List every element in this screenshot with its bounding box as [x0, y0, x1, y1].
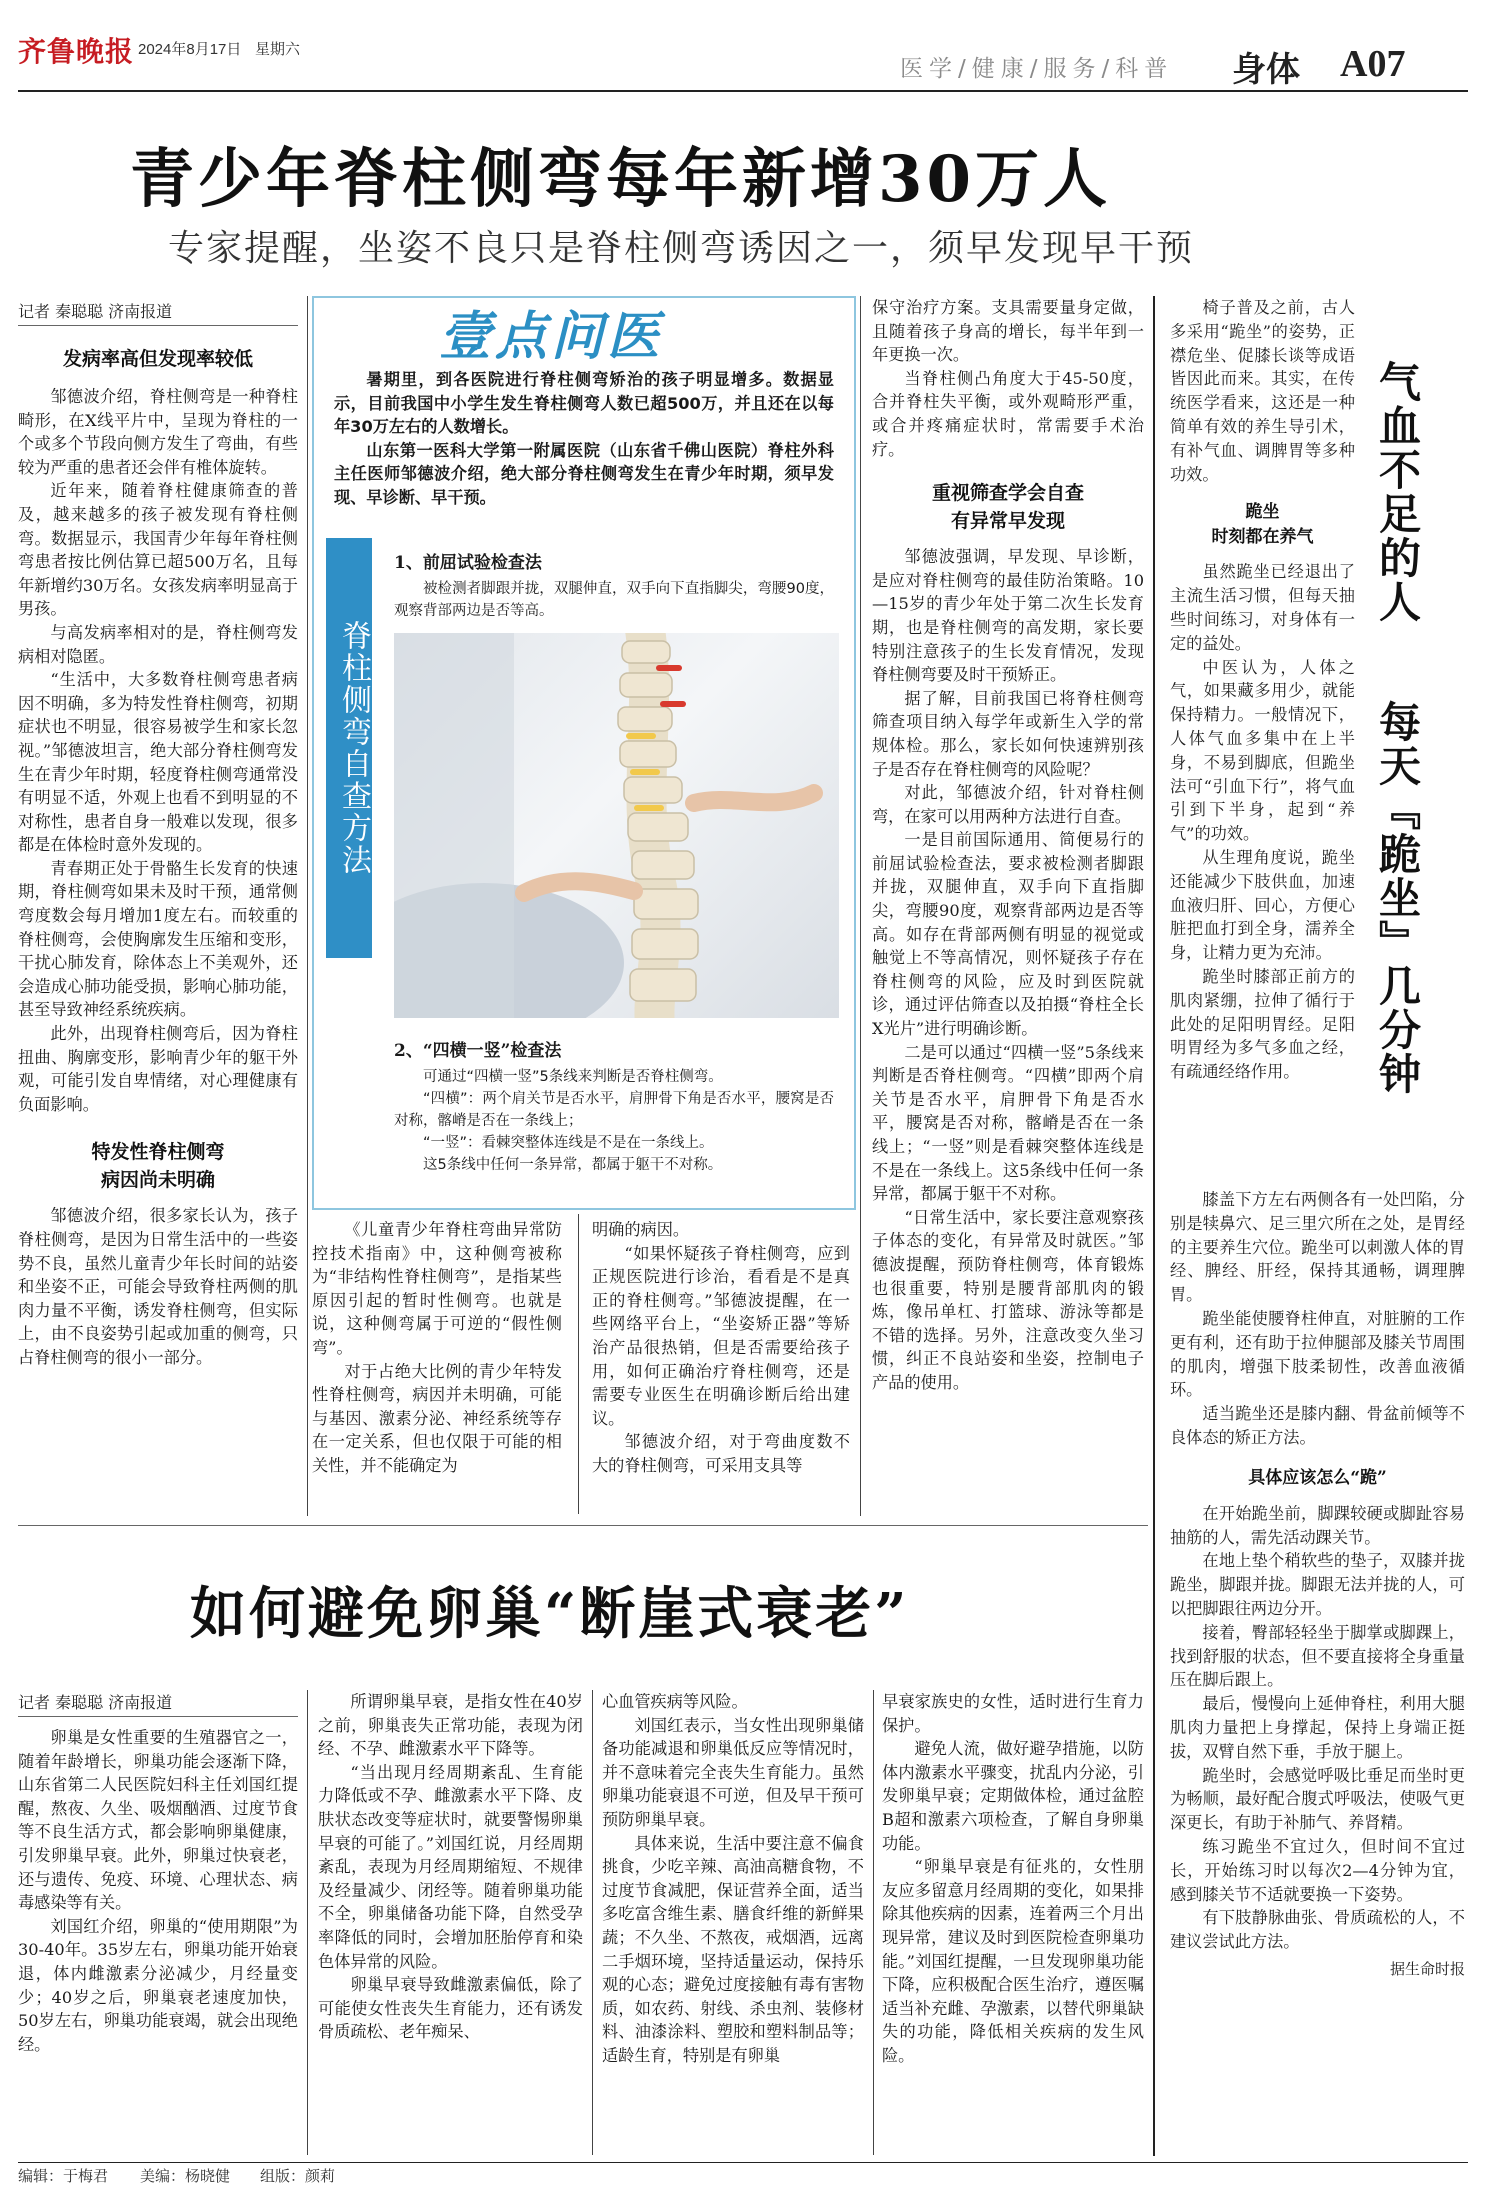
method2-text	[394, 1066, 834, 1176]
paragraph: 明确的病因。	[592, 1220, 690, 1239]
paragraph: 椅子普及之前，古人多采用“跪坐”的姿势，正襟危坐、促膝长谈等成语皆因此而来。其实，在传统医学看来，这还是一种简单有效的养生导引术，有补气血、调脾胃等多种功效。	[1170, 298, 1355, 484]
paragraph: 最后，慢慢向上延伸脊柱，利用大腿肌肉力量把上身撑起，保持上身端正挺拔，双臂自然下垂，手放于腿上。	[1170, 1694, 1465, 1761]
paragraph: 被检测者脚跟并拢，双腿伸直，双手向下直指脚尖，弯腰90度，观察背部两边是否等高。	[394, 581, 834, 619]
subhead-kneel-2: 时刻都在养气	[1211, 527, 1314, 548]
article1-col4	[872, 296, 1144, 1395]
paragraph: 青春期正处于骨骼生长发育的快速期，脊柱侧弯如果未及时干预，通常侧弯度数会每月增加1度左右。而较重的脊柱侧弯，会使胸廓发生压缩和变形，干扰心肺发育，除体态上不美观外，还会造成心肺功能受损，影响心肺功能，甚至导致神经系统疾病。	[18, 858, 298, 1020]
article2-headline: 如何避免卵巢“断崖式衰老”	[190, 1581, 910, 1647]
paragraph: “日常生活中，家长要注意观察孩子体态的变化，有异常及时就医。”邹德波提醒，预防脊柱侧弯，体育锻炼也很重要，特别是腰背部肌肉的锻炼，像吊单杠、打篮球、游泳等都是不错的选择。另外，注意改变久坐习惯，纠正不良站姿和坐姿，控制电子产品的使用。	[872, 1207, 1144, 1392]
column-rule	[873, 1690, 874, 2155]
paragraph: “一竖”：看棘突整体连线是不是在一条线上。	[423, 1135, 714, 1151]
paragraph: 膝盖下方左右两侧各有一处凹陷，分别是犊鼻穴、足三里穴所在之处，是胃经的主要养生穴位。跪坐可以刺激人体的胃经、脾经、肝经，保持其通畅，调理脾胃。	[1170, 1190, 1465, 1305]
paragraph: 跪坐能使腰脊柱伸直，对脏腑的工作更有利，还有助于拉伸腿部及膝关节周围的肌肉，增强下肢柔韧性，改善血液循环。	[1170, 1308, 1465, 1400]
paragraph: 这5条线中任何一条异常，都属于躯干不对称。	[423, 1157, 723, 1173]
art-credit: 美编：杨晓健	[140, 2167, 231, 2185]
paragraph: 卵巢早衰导致雌激素偏低，除了可能使女性丧失生育能力，还有诱发骨质疏松、老年痴呆、	[318, 1975, 583, 2042]
article3-col-bottom	[1170, 1188, 1465, 1979]
footer-rule	[18, 2162, 1468, 2163]
paragraph: 从生理角度说，跪坐还能减少下肢供血，加速血液归肝、回心，方便心脏把血打到全身，濡养全身，让精力更为充沛。	[1170, 847, 1355, 963]
section-name: 身体	[1232, 50, 1300, 90]
paragraph: 对此，邹德波介绍，针对脊柱侧弯，在家可以用两种方法进行自查。	[872, 783, 1144, 826]
paragraph: 卵巢是女性重要的生殖器官之一，随着年龄增长，卵巢功能会逐渐下降，山东省第二人民医院妇科主任刘国红提醒，熬夜、久坐、吸烟酗酒、过度节食等不良生活方式，都会影响卵巢健康，引发卵巢早衰。此外，卵巢过快衰老，还与遗传、免疫、环境、心理状态、病毒感染等有关。	[18, 1728, 298, 1913]
subhead-kneel-1: 跪坐	[1245, 502, 1280, 523]
subhead-screening-1: 重视筛查学会自查	[931, 482, 1084, 505]
paragraph: 虽然跪坐已经退出了主流生活习惯，但每天抽些时间练习，对身体有一定的益处。	[1170, 562, 1355, 653]
paragraph: “卵巢早衰是有征兆的，女性朋友应多留意月经周期的变化，如果排除其他疾病的因素，连着两三个月出现异常，建议及时到医院检查卵巢功能。”刘国红提醒，一旦发现卵巢功能下降，应积极配合医生治疗，遵医嘱适当补充雌、孕激素，以替代卵巢缺失的功能，降低相关疾病的发生风险。	[882, 1857, 1144, 2065]
article1-col3	[592, 1218, 850, 1478]
article1-headline: 青少年脊柱侧弯每年新增30万人	[130, 142, 1112, 217]
subhead-howto: 具体应该怎么“跪”	[1248, 1467, 1387, 1488]
paragraph: “当出现月经周期紊乱、生育能力降低或不孕、雌激素水平下降、皮肤状态改变等症状时，就要警惕卵巢早衰的可能了。”刘国红说，月经周期紊乱，表现为月经周期缩短、不规律及经量减少、闭经等。随着卵巢功能不全，卵巢储备功能下降，自然受孕率降低的同时，会增加胚胎停育和染色体异常的风险。	[318, 1762, 583, 1971]
paragraph: 对于占绝大比例的青少年特发性脊柱侧弯，病因并未明确，可能与基因、激素分泌、神经系统等存在一定关系，但也仅限于可能的相关性，并不能确定为	[312, 1361, 562, 1475]
article1-byline: 记者 秦聪聪 济南报道	[18, 302, 173, 321]
box-banner: 壹点问医	[439, 307, 664, 367]
paragraph: “生活中，大多数脊柱侧弯患者病因不明确，多为特发性脊柱侧弯，初期症状也不明显，很容易被学生和家长忽视。”邹德波坦言，绝大部分脊柱侧弯发生在青少年时期，轻度脊柱侧弯通常没有明显不适，外观上也看不到明显的不对称性，患者自身一般难以发现，很多都是在体检时意外发现的。	[18, 670, 298, 855]
paragraph: 保守治疗方案。支具需要量身定做，且随着孩子身高的增长，每半年到一年更换一次。	[872, 298, 1144, 365]
article3-headline-1: 气血不足的人	[1373, 360, 1422, 624]
paragraph: 据了解，目前我国已将脊柱侧弯筛查项目纳入每学年或新生入学的常规体检。那么，家长如何快速辨别孩子是否存在脊柱侧弯的风险呢？	[872, 688, 1144, 779]
issue-weekday: 星期六	[255, 41, 301, 58]
article2-byline: 记者 秦聪聪 济南报道	[18, 1693, 173, 1712]
paragraph: 与高发病率相对的是，脊柱侧弯发病相对隐匿。	[18, 622, 298, 666]
method2-title: 2、“四横一竖”检查法	[394, 1041, 562, 1061]
paragraph: 有下肢静脉曲张、骨质疏松的人，不建议尝试此方法。	[1170, 1908, 1465, 1952]
editor-credit: 编辑：于梅君	[18, 2167, 109, 2185]
subhead-idiopathic-2: 病因尚未明确	[100, 1169, 215, 1192]
subhead-idiopathic-1: 特发性脊柱侧弯	[91, 1141, 225, 1164]
column-rule	[592, 1690, 593, 2155]
paragraph: 山东第一医科大学第一附属医院（山东省千佛山医院）脊柱外科主任医师邹德波介绍，绝大部分脊柱侧弯发生在青少年时期，须早发现、早诊断、早干预。	[334, 440, 834, 507]
paragraph: 可通过“四横一竖”5条线来判断是否脊柱侧弯。	[423, 1069, 723, 1085]
subhead-screening-2: 有异常早发现	[950, 510, 1065, 533]
spine-model-photo	[394, 633, 839, 1018]
method1-title: 1、前屈试验检查法	[394, 553, 542, 573]
paragraph: 邹德波强调，早发现、早诊断，是应对脊柱侧弯的最佳防治策略。10—15岁的青少年处于第二次生长发育期，也是脊柱侧弯的高发期，家长要特别注意孩子的生长发育情况，发现脊柱侧弯要及时干预矫正。	[872, 547, 1144, 685]
paragraph: 近年来，随着脊柱健康筛查的普及，越来越多的孩子被发现有脊柱侧弯。数据显示，我国青少年每年脊柱侧弯患者按比例估算已超500万名，且每年新增约30万名。女孩发病率明显高于男孩。	[18, 481, 298, 619]
self-check-box	[312, 296, 856, 1210]
article1-col1-body	[18, 385, 298, 1116]
paragraph: 《儿童青少年脊柱弯曲异常防控技术指南》中，这种侧弯被称为“非结构性脊柱侧弯”，是指某些原因引起的暂时性侧弯。也就是说，这种侧弯属于可逆的“假性侧弯”。	[312, 1220, 562, 1357]
section-tags: 医学/健康/服务/科普	[900, 56, 1174, 82]
paragraph: 跪坐时，会感觉呼吸比垂足而坐时更为畅顺，最好配合腹式呼吸法，使吸气更深更长，有助于补肺气、养肾精。	[1170, 1765, 1465, 1833]
article3-headline-2: 每天『跪坐』几分钟	[1373, 700, 1422, 1096]
paragraph: 当脊柱侧凸角度大于45-50度，合并脊柱失平衡，或外观畸形严重，或合并疼痛症状时，常需要手术治疗。	[872, 368, 1144, 459]
article1-subheadline: 专家提醒，坐姿不良只是脊柱侧弯诱因之一，须早发现早干预	[168, 228, 1195, 269]
paragraph: 练习跪坐不宜过久，但时间不宜过长，开始练习时以每次2—4分钟为宜，感到膝关节不适就要换一下姿势。	[1170, 1836, 1465, 1904]
paragraph: 具体来说，生活中要注意不偏食挑食，少吃辛辣、高油高糖食物，不过度节食减肥，保证营养全面，适当多吃富含维生素、膳食纤维的新鲜果蔬；不久坐、不熬夜，戒烟酒，远离二手烟环境，坚持适量运动，保持乐观的心态；避免过度接触有毒有害物质，如农药、射线、杀虫剂、装修材料、油漆涂料、塑胶和塑料制品等；适龄生育，特别是有卵巢	[602, 1833, 864, 2065]
section-divider	[18, 1525, 1148, 1526]
article3-source: 据生命时报	[1389, 1959, 1465, 1978]
method1-text	[394, 578, 834, 622]
article2-col3	[602, 1690, 864, 2068]
paragraph: 在开始跪坐前，脚踝较硬或脚趾容易抽筋的人，需先活动踝关节。	[1170, 1503, 1465, 1547]
article2-col4	[882, 1690, 1144, 2068]
paragraph: 暑期里，到各医院进行脊柱侧弯矫治的孩子明显增多。数据显示，目前我国中小学生发生脊柱侧弯人数已超500万，并且还在以每年30万左右的人数增长。	[334, 370, 834, 437]
paragraph: 中医认为，人体之气，如果藏多用少，就能保持精力。一般情况下，人体气血多集中在上半身，不易到脚底，但跪坐法可“引血下行”，将气血引到下半身，起到“养气”的功效。	[1170, 657, 1355, 844]
paragraph: 邹德波介绍，很多家长认为，孩子脊柱侧弯，是因为日常生活中的一些姿势不良，虽然儿童青少年长时间的站姿和坐姿不正，可能会导致脊柱两侧的肌肉力量不平衡，诱发脊柱侧弯，但实际上，由不良姿势引起或加重的侧弯，只占脊柱侧弯的很小一部分。	[18, 1206, 298, 1367]
paragraph: 邹德波介绍，对于弯曲度数不大的脊柱侧弯，可采用支具等	[592, 1432, 850, 1475]
paragraph: 在地上垫个稍软些的垫子，双膝并拢跪坐，脚跟并拢。脚跟无法并拢的人，可以把脚跟往两边分开。	[1170, 1551, 1465, 1618]
paragraph: “如果怀疑孩子脊柱侧弯，应到正规医院进行诊治，看看是不是真正的脊柱侧弯。”邹德波提醒，在一些网络平台上，“坐姿矫正器”等矫治产品很热销，但是否需要给孩子用，如何正确治疗脊柱侧弯，还是需要专业医生在明确诊断后给出建议。	[592, 1243, 850, 1428]
paragraph: 所谓卵巢早衰，是指女性在40岁之前，卵巢丧失正常功能，表现为闭经、不孕、雌激素水平下降等。	[318, 1692, 583, 1759]
issue-date: 2024年8月17日	[138, 41, 242, 58]
paragraph: 避免人流，做好避孕措施，以防体内激素水平骤变，扰乱内分泌，引发卵巢早衰；定期做体检，通过盆腔B超和激素六项检查，了解自身卵巢功能。	[882, 1739, 1144, 1853]
paragraph: 刘国红表示，当女性出现卵巢储备功能减退和卵巢低反应等情况时，并不意味着完全丧失生育能力。虽然卵巢功能衰退不可逆，但及早干预可预防卵巢早衰。	[602, 1715, 864, 1829]
paragraph: 早衰家族史的女性，适时进行生育力保护。	[882, 1692, 1144, 1735]
paragraph: 一是目前国际通用、简便易行的前屈试验检查法，要求被检测者脚跟并拢，双腿伸直，双手向下直指脚尖，弯腰90度，观察背部两边是否等高。如存在背部两侧有明显的视觉或触觉上不等高情况，则怀疑孩子存在脊柱侧弯的风险，应及时到医院就诊，通过评估筛查以及拍摄“脊柱全长X光片”进行明确诊断。	[872, 830, 1144, 1039]
box-lead	[334, 368, 834, 510]
paragraph: 刘国红介绍，卵巢的“使用期限”为30-40年。35岁左右，卵巢功能开始衰退，体内雌激素分泌减少，月经量变少；40岁之后，卵巢衰老速度加快，50岁左右，卵巢功能衰竭，就会出现绝经。	[18, 1916, 298, 2054]
column-rule	[1153, 296, 1155, 2156]
paragraph: 心血管疾病等风险。	[602, 1692, 748, 1711]
article2-col2	[318, 1690, 583, 2044]
paragraph: 此外，出现脊柱侧弯后，因为脊柱扭曲、胸廓变形，影响青少年的躯干外观，可能引发自卑情绪，对心理健康有负面影响。	[18, 1024, 298, 1114]
paragraph: “四横”：两个肩关节是否水平，肩胛骨下角是否水平，腰窝是否对称，髂嵴是否在一条线上；	[394, 1091, 834, 1129]
column-rule	[860, 296, 861, 1516]
byline-rule	[18, 1716, 298, 1717]
paragraph: 邹德波介绍，脊柱侧弯是一种脊柱畸形，在X线平片中，呈现为脊柱的一个或多个节段向侧方发生了弯曲，有些较为严重的患者还会伴有椎体旋转。	[18, 387, 298, 477]
article3-col-top	[1170, 296, 1355, 1084]
paragraph: 适当跪坐还是膝内翻、骨盆前倾等不良体态的矫正方法。	[1170, 1404, 1465, 1447]
paragraph: 接着，臀部轻轻坐于脚掌或脚踝上，找到舒服的状态，但不要直接将全身重量压在脚后跟上。	[1170, 1622, 1465, 1690]
side-label: 脊柱侧弯自查方法	[326, 538, 372, 958]
paragraph: 跪坐时膝部正前方的肌肉紧绷，拉伸了循行于此处的足阳明胃经。足阳明胃经为多气多血之经，有疏通经络作用。	[1170, 966, 1355, 1082]
article1-col2	[312, 1218, 562, 1478]
subhead-prevalence: 发病率高但发现率较低	[62, 348, 253, 370]
byline-rule	[18, 325, 298, 326]
layout-credit: 组版：颜莉	[260, 2167, 336, 2185]
newspaper-logo: 齐鲁晚报	[18, 35, 135, 68]
header-rule	[18, 90, 1468, 92]
paragraph: 二是可以通过“四横一竖”5条线来判断是否脊柱侧弯。“四横”即两个肩关节是否水平，肩胛骨下角是否水平，腰窝是否对称，髂嵴是否在一条线上；“一竖”则是看棘突整体连线是不是在一条线上。这5条线中任何一条异常，都属于躯干不对称。	[872, 1042, 1144, 1204]
column-rule	[307, 296, 308, 1516]
article1-col1	[18, 345, 298, 1370]
column-rule	[578, 1214, 579, 1514]
page-number: A07	[1340, 43, 1406, 85]
spine-illustration	[394, 633, 839, 1018]
article2-col1	[18, 1726, 298, 2056]
column-rule	[307, 1690, 308, 2155]
